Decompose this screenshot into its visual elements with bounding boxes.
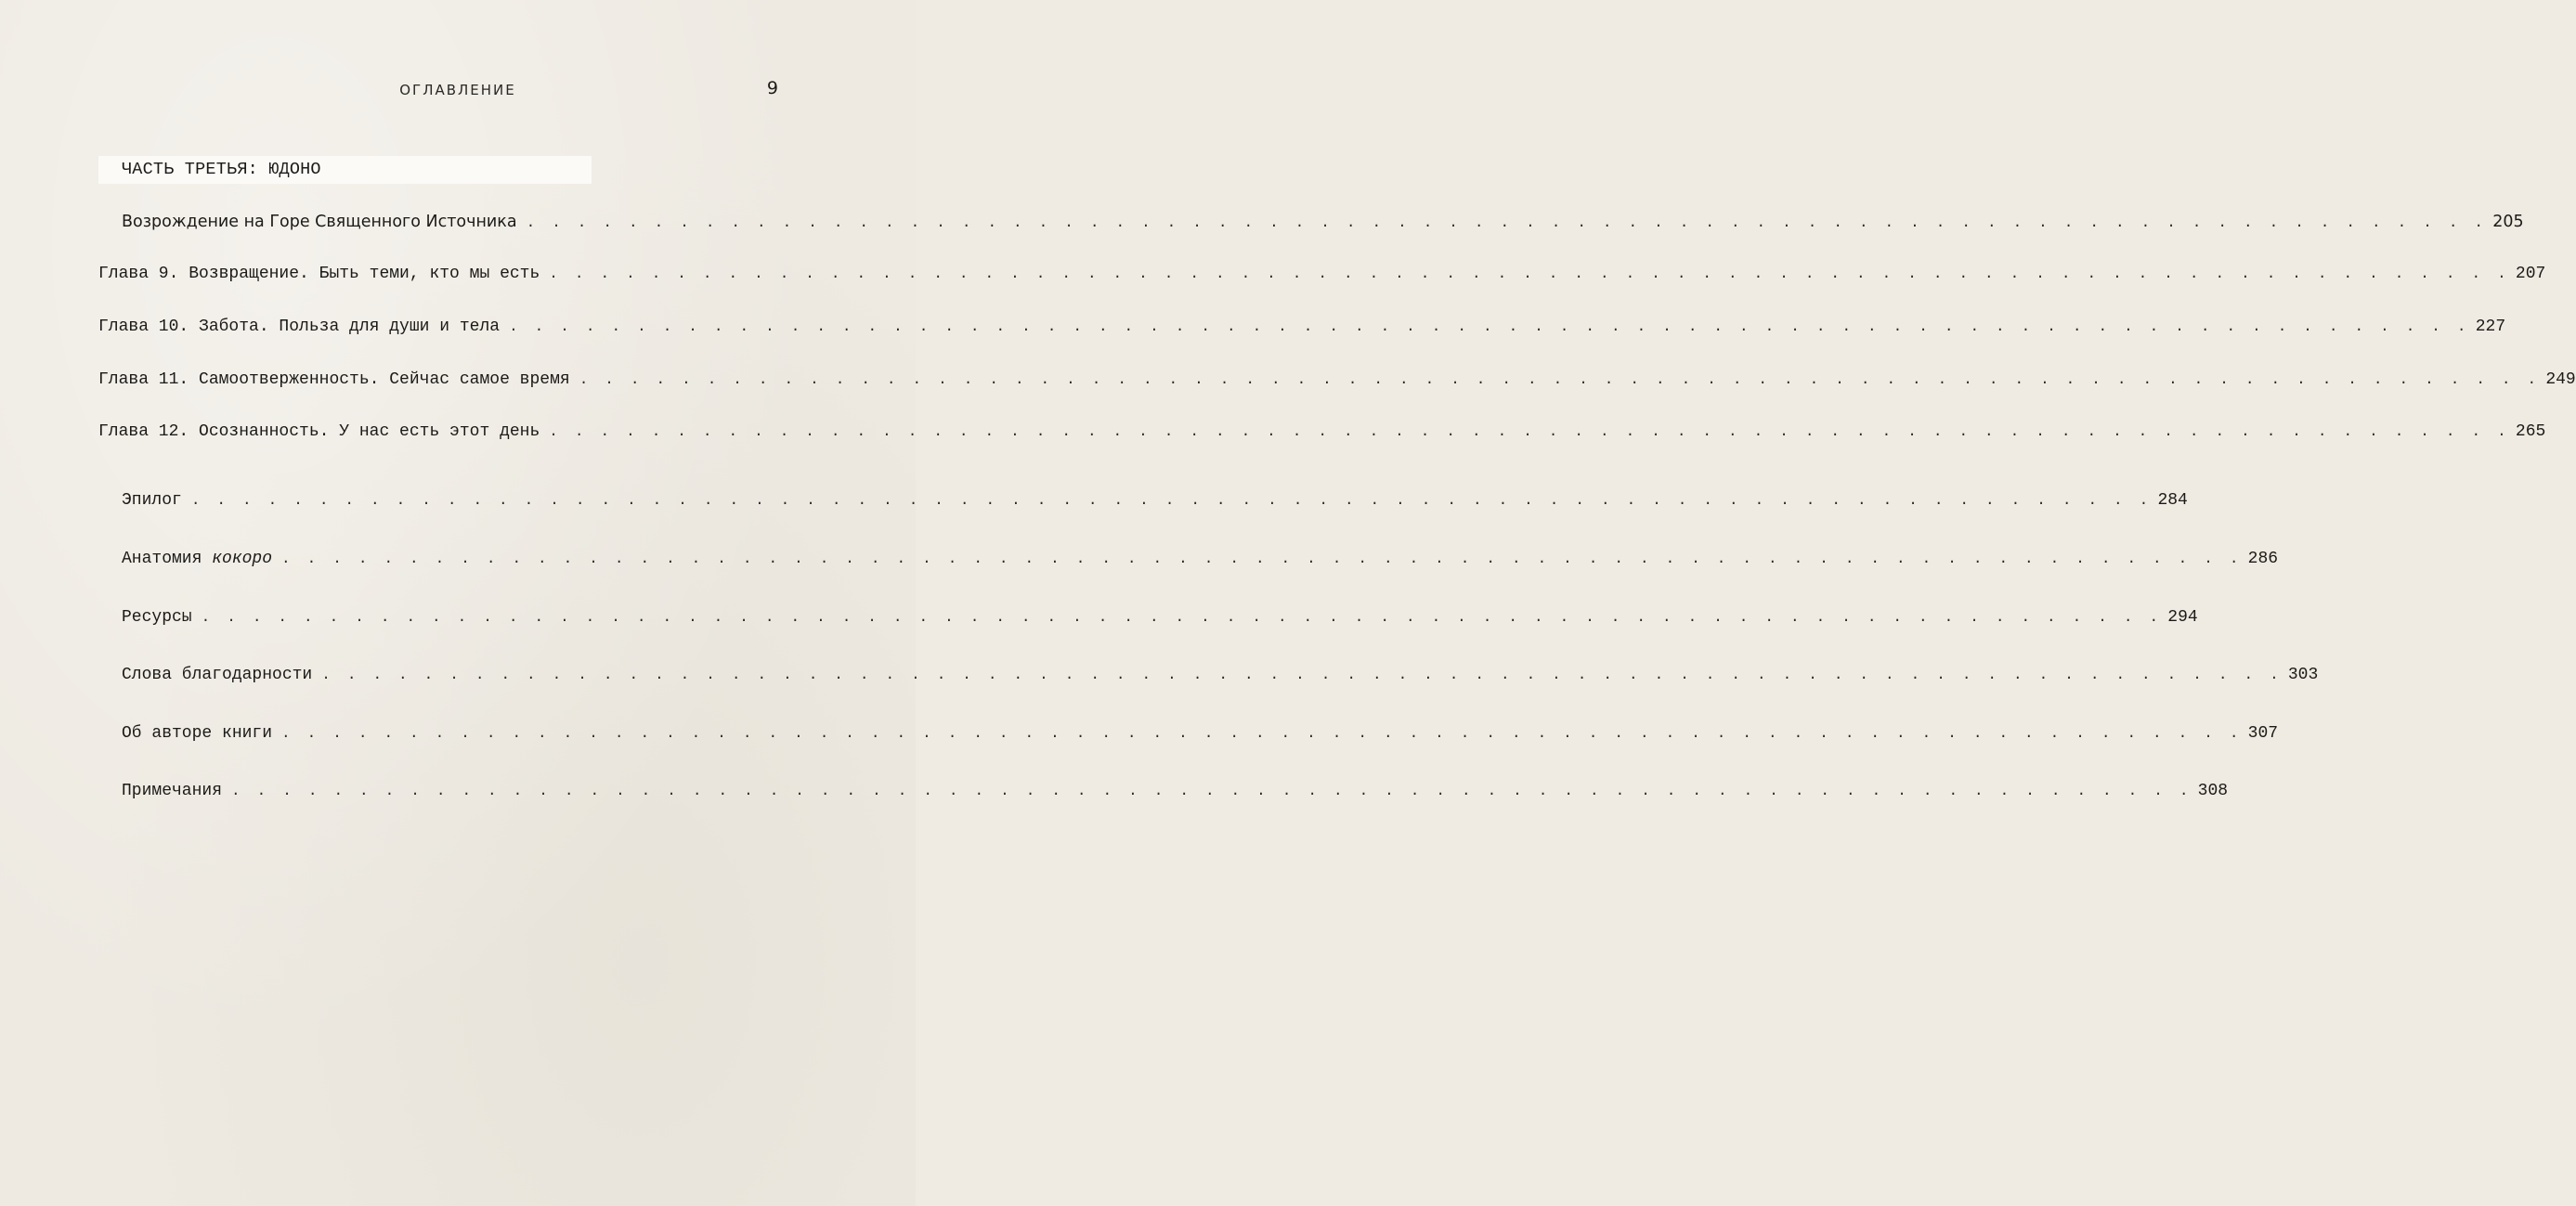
toc-entry-title: Глава 12. Осознанность. У нас есть этот день	[98, 422, 540, 441]
toc-leader-dots: . . . . . . . . . . . . . . . . . . . . . . . . . . . . . . . . . . . . . . . . . . . . . . . . . . . . . . . . . . . . . . . . . . . . . . . . . . . . .	[281, 725, 2243, 742]
toc-entry[interactable]	[122, 724, 2279, 748]
toc-entry-title	[122, 550, 272, 568]
toc-entry-page: 249	[2545, 370, 2576, 389]
toc-entry-page: 227	[2475, 318, 2506, 336]
page-number: 9	[766, 78, 778, 98]
toc-entry[interactable]	[122, 608, 2198, 632]
toc-entry-page: 308	[2197, 782, 2229, 800]
part-title: ЧАСТЬ ТРЕТЬЯ: ЮДОНО	[122, 160, 321, 179]
toc-leader-dots: . . . . . . . . . . . . . . . . . . . . . . . . . . . . . . . . . . . . . . . . . . . . . . . . . . . . . . . . . . . . . . . . . . . . . . . . . . . . .	[549, 266, 2510, 282]
toc-entry-title: Примечания	[122, 782, 223, 800]
toc-entry[interactable]	[98, 318, 2506, 342]
running-head: ОГЛАВЛЕНИЕ	[399, 82, 516, 98]
toc-entry-title: Глава 10. Забота. Польза для души и тела	[98, 318, 501, 336]
toc-entry-page: 307	[2247, 724, 2279, 743]
toc-entry-title: Возрождение на Горе Священного Источника	[122, 213, 517, 231]
toc-leader-dots: . . . . . . . . . . . . . . . . . . . . . . . . . . . . . . . . . . . . . . . . . . . . . . . . . . . . . . . . . . . . . . . . . . . . . . . . . . . . .	[231, 783, 2192, 799]
toc-leader-dots: . . . . . . . . . . . . . . . . . . . . . . . . . . . . . . . . . . . . . . . . . . . . . . . . . . . . . . . . . . . . . . . . . . . . . . . . . . . . .	[526, 214, 2488, 231]
toc-entry[interactable]	[122, 550, 2279, 574]
toc-entry[interactable]	[98, 422, 2546, 447]
toc-entry-title: Слова благодарности	[122, 666, 313, 684]
toc-leader-dots: . . . . . . . . . . . . . . . . . . . . . . . . . . . . . . . . . . . . . . . . . . . . . . . . . . . . . . . . . . . . . . . . . . . . . . . . . . . . .	[549, 423, 2510, 440]
toc-entry-title: Об авторе книги	[122, 724, 273, 743]
toc-entry[interactable]	[122, 491, 2188, 515]
toc-leader-dots: . . . . . . . . . . . . . . . . . . . . . . . . . . . . . . . . . . . . . . . . . . . . . . . . . . . . . . . . . . . . . . . . . . . . . . . . . . . . .	[281, 551, 2243, 567]
toc-entry-page: 284	[2157, 491, 2188, 510]
toc-leader-dots: . . . . . . . . . . . . . . . . . . . . . . . . . . . . . . . . . . . . . . . . . . . . . . . . . . . . . . . . . . . . . . . . . . . . . . . . . . . . .	[321, 667, 2283, 683]
toc-entry[interactable]	[122, 782, 2229, 806]
toc-entry[interactable]	[98, 265, 2546, 289]
toc-entry-page: 205	[2492, 213, 2524, 231]
toc-leader-dots: . . . . . . . . . . . . . . . . . . . . . . . . . . . . . . . . . . . . . . . . . . . . . . . . . . . . . . . . . . . . . . . . . . . . . . . . . . . . .	[579, 371, 2541, 388]
toc-entry-title: Ресурсы	[122, 608, 192, 627]
toc-leader-dots: . . . . . . . . . . . . . . . . . . . . . . . . . . . . . . . . . . . . . . . . . . . . . . . . . . . . . . . . . . . . . . . . . . . . . . . . . . . . .	[509, 318, 2470, 335]
toc-entry-title-italic: кокоро	[212, 550, 273, 568]
toc-leader-dots: . . . . . . . . . . . . . . . . . . . . . . . . . . . . . . . . . . . . . . . . . . . . . . . . . . . . . . . . . . . . . . . . . . . . . . . . . . . . .	[190, 492, 2153, 509]
toc-entry-page: 207	[2515, 265, 2546, 283]
toc-entry-page: 265	[2515, 422, 2546, 441]
toc-entry[interactable]	[122, 213, 2524, 237]
toc-entry-title: Глава 11. Самоотверженность. Сейчас самое время	[98, 370, 570, 389]
toc-entry-title: Глава 9. Возвращение. Быть теми, кто мы есть	[98, 265, 540, 283]
toc-entry-title: Эпилог	[122, 491, 182, 510]
toc-entry-page: 294	[2167, 608, 2198, 627]
toc-entry-page: 303	[2287, 666, 2319, 684]
toc-entry-page: 286	[2247, 550, 2279, 568]
toc-leader-dots: . . . . . . . . . . . . . . . . . . . . . . . . . . . . . . . . . . . . . . . . . . . . . . . . . . . . . . . . . . . . . . . . . . . . . . . . . . . . .	[201, 609, 2163, 626]
toc-entry[interactable]	[98, 370, 2576, 395]
toc-entry[interactable]	[122, 666, 2319, 690]
toc-entry-title-prefix: Анатомия	[122, 550, 213, 568]
